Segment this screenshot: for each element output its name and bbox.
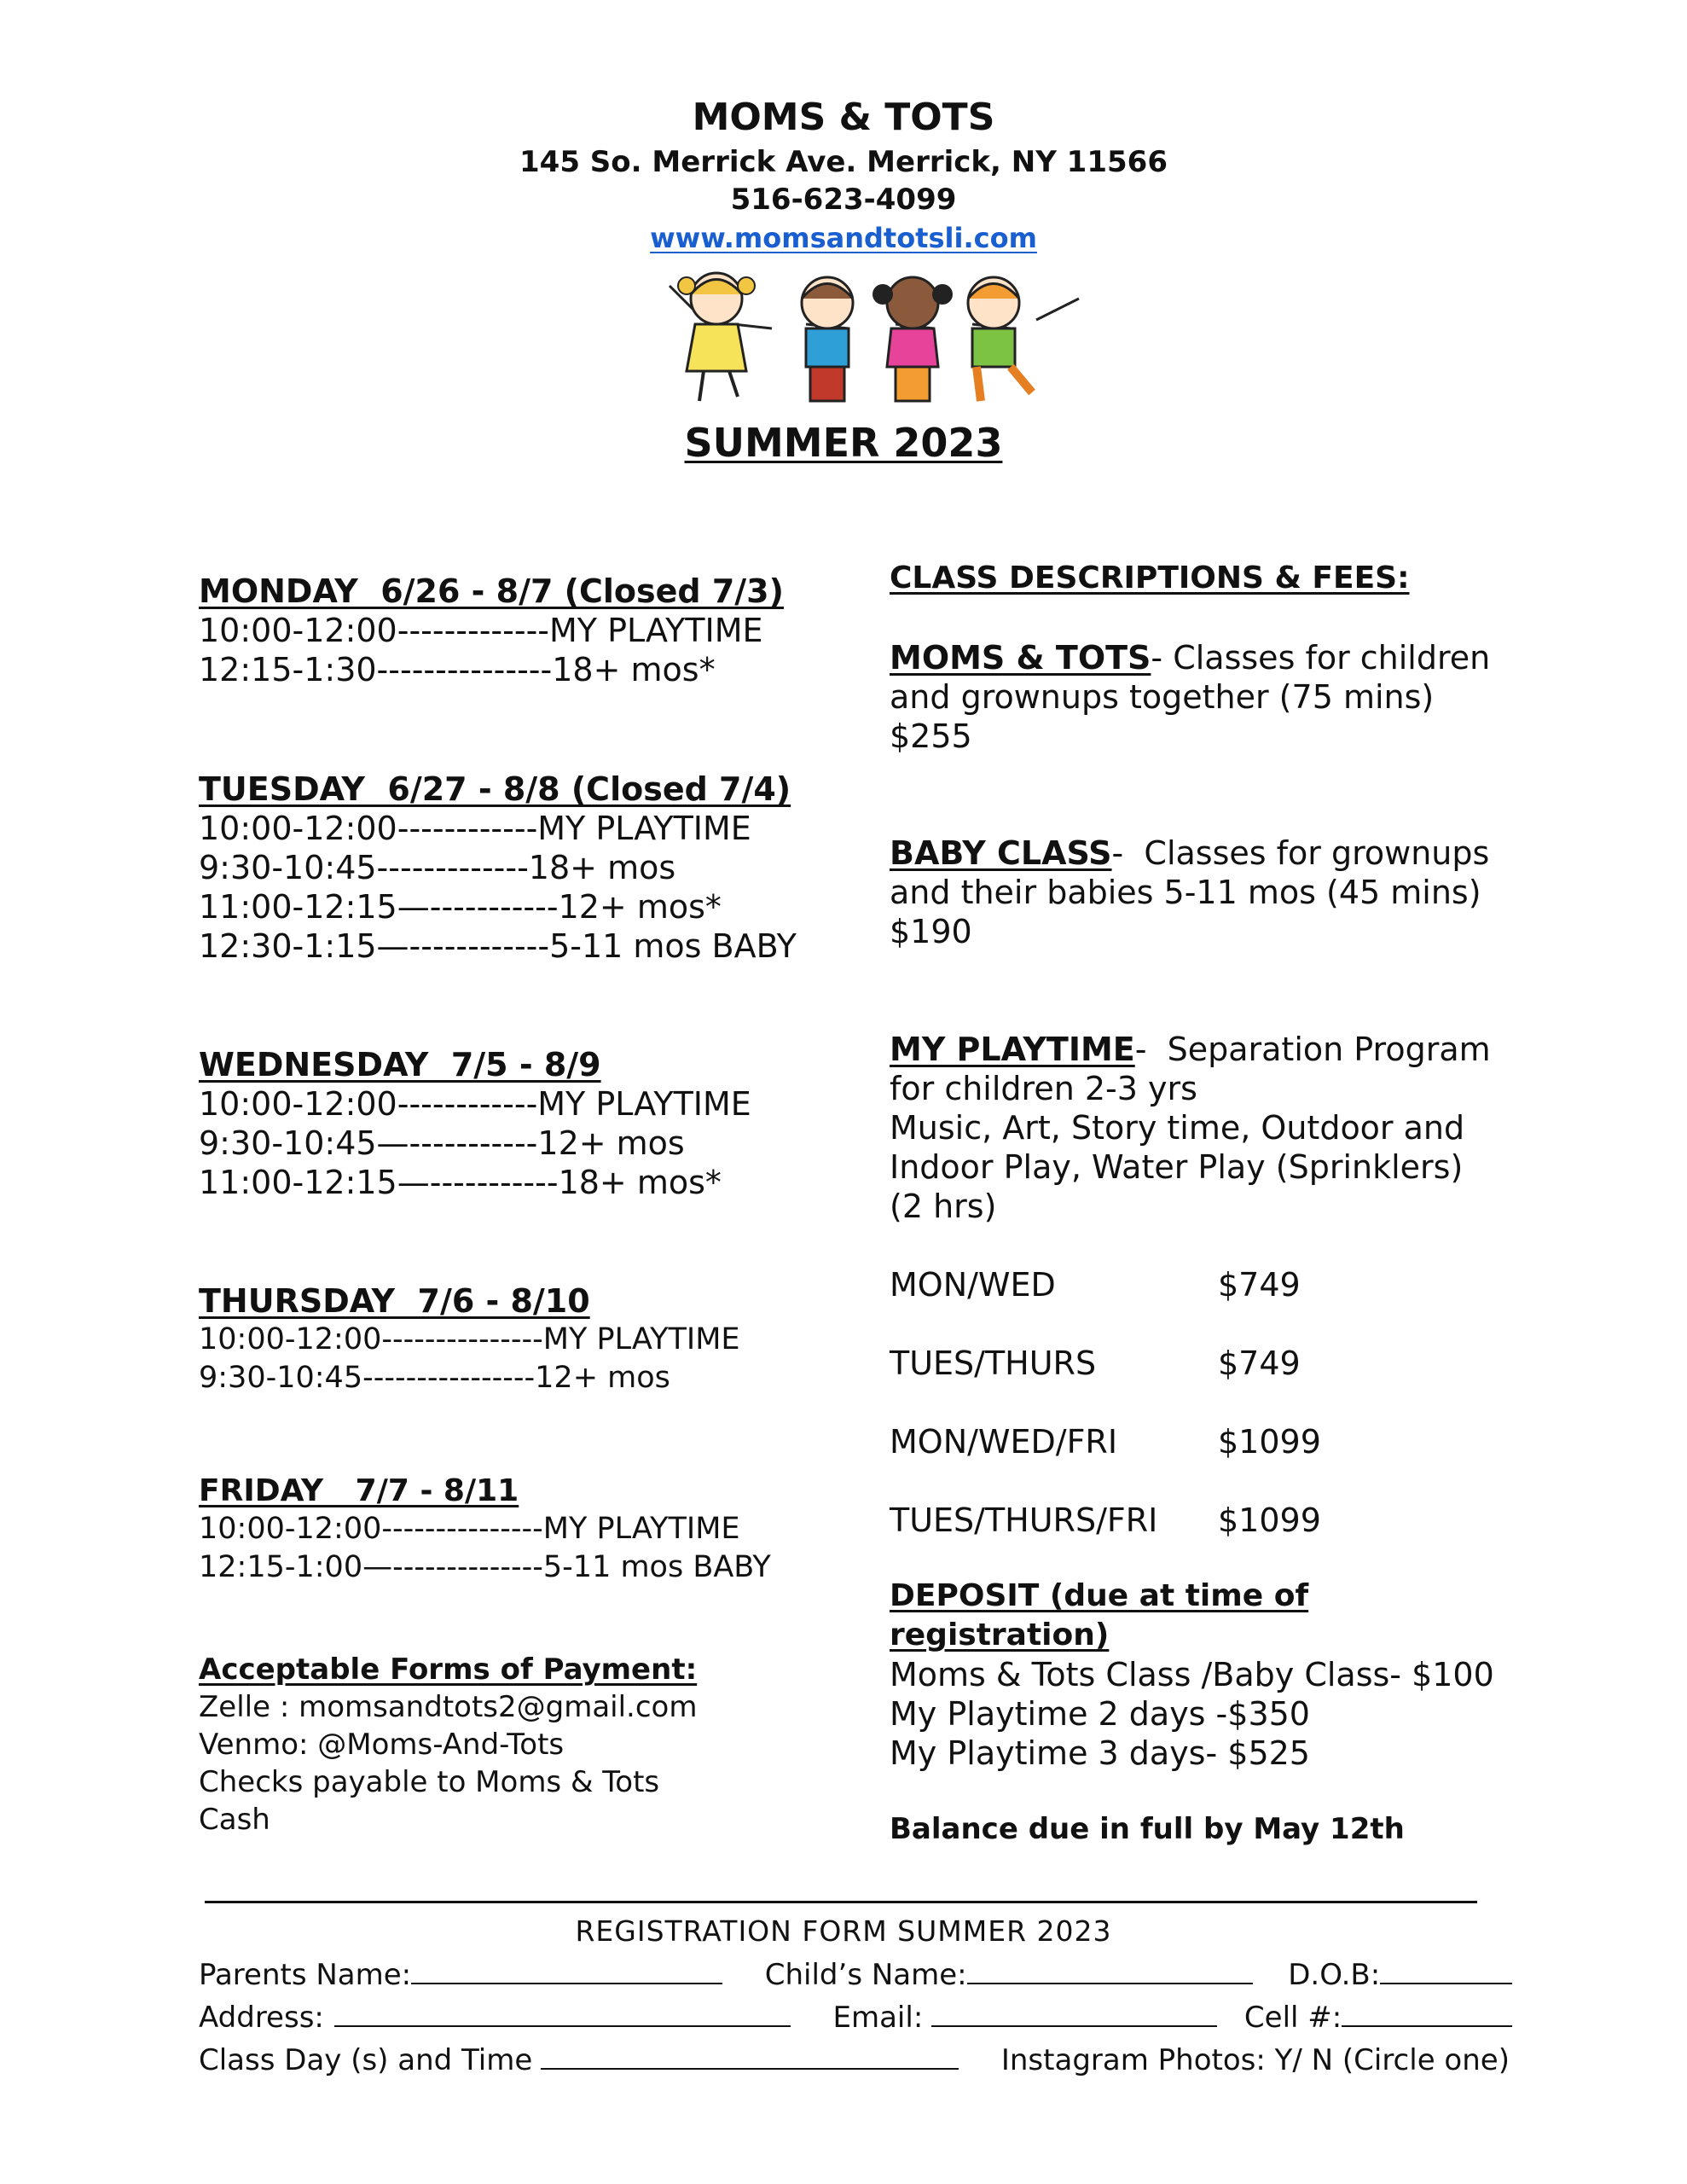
deposit-block	[890, 1577, 1538, 1773]
baby-class-fee: $190	[890, 913, 972, 950]
childs-name-label: Child’s Name:	[764, 1958, 967, 1992]
cell-field[interactable]	[1342, 2000, 1512, 2027]
description-line: and their babies 5-11 mos (45 mins)	[890, 874, 1481, 911]
friday-heading: FRIDAY 7/7 - 8/11	[199, 1473, 519, 1508]
moms-tots-name: MOMS & TOTS	[890, 639, 1151, 677]
price-value: $749	[1218, 1266, 1301, 1304]
payment-line: Checks payable to Moms & Tots	[199, 1765, 660, 1799]
schedule-line: 10:00-12:00-------------MY PLAYTIME	[199, 612, 763, 649]
description-line: and grownups together (75 mins)	[890, 678, 1435, 716]
schedule-line: 9:30-10:45—-----------12+ mos	[199, 1124, 685, 1162]
form-row-1	[199, 1956, 1495, 1994]
deposit-line: My Playtime 2 days -$350	[890, 1695, 1310, 1733]
deposit-line: My Playtime 3 days- $525	[890, 1734, 1310, 1772]
wednesday-heading: WEDNESDAY 7/5 - 8/9	[199, 1046, 601, 1083]
schedule-line: 10:00-12:00---------------MY PLAYTIME	[199, 1322, 740, 1356]
description-line: for children 2-3 yrs	[890, 1070, 1197, 1107]
price-value: $1099	[1218, 1423, 1321, 1461]
form-row-3	[199, 2042, 1510, 2079]
website-link[interactable]: www.momsandtotsli.com	[650, 222, 1037, 254]
tuesday-block	[199, 770, 847, 966]
payment-block	[199, 1651, 847, 1838]
form-title: REGISTRATION FORM SUMMER 2023	[575, 1914, 1112, 1948]
wednesday-block	[199, 1045, 847, 1202]
address-field[interactable]	[334, 2000, 791, 2027]
baby-class-text: - Classes for grownups	[1111, 834, 1490, 872]
price-label: MON/WED/FRI	[890, 1423, 1118, 1461]
payment-line: Zelle : momsandtots2@gmail.com	[199, 1690, 698, 1724]
price-row	[890, 1344, 1538, 1383]
schedule-line: 12:15-1:00—--------------5-11 mos BABY	[199, 1550, 771, 1584]
baby-class-description	[890, 834, 1538, 951]
season-title: SUMMER 2023	[684, 420, 1003, 466]
childs-name-field[interactable]	[967, 1957, 1253, 1984]
balance-note: Balance due in full by May 12th	[890, 1812, 1405, 1846]
schedule-line: 11:00-12:15—-----------18+ mos*	[199, 1164, 722, 1201]
price-row	[890, 1422, 1538, 1461]
price-value: $1099	[1218, 1502, 1321, 1539]
schedule-line: 9:30-10:45----------------12+ mos	[199, 1361, 670, 1395]
address: 145 So. Merrick Ave. Merrick, NY 11566	[519, 145, 1168, 179]
payment-line: Venmo: @Moms-And-Tots	[199, 1728, 565, 1762]
friday-block	[199, 1472, 847, 1587]
monday-block	[199, 572, 847, 689]
price-row	[890, 1265, 1538, 1304]
boy-green-icon	[968, 277, 1032, 401]
parents-name-field[interactable]	[411, 1957, 722, 1984]
description-line: Music, Art, Story time, Outdoor and	[890, 1109, 1465, 1147]
form-row-2	[199, 1999, 1495, 2036]
my-playtime-name: MY PLAYTIME	[890, 1031, 1135, 1068]
page-title: MOMS & TOTS	[692, 96, 995, 139]
kids-illustration	[652, 264, 1113, 410]
schedule-line: 12:15-1:30---------------18+ mos*	[199, 651, 716, 688]
schedule-line: 12:30-1:15—------------5-11 mos BABY	[199, 927, 797, 965]
moms-tots-description	[890, 638, 1538, 756]
descriptions-heading: CLASS DESCRIPTIONS & FEES:	[890, 561, 1410, 595]
cell-label: Cell #:	[1244, 2001, 1342, 2035]
price-label: MON/WED	[890, 1266, 1056, 1304]
address-label: Address:	[199, 2001, 324, 2035]
parents-name-label: Parents Name:	[199, 1958, 412, 1992]
price-row	[890, 1501, 1538, 1540]
dob-label: D.O.B:	[1288, 1958, 1381, 1992]
description-line: Indoor Play, Water Play (Sprinklers)	[890, 1148, 1464, 1186]
deposit-line: Moms & Tots Class /Baby Class- $100	[890, 1656, 1494, 1693]
email-field[interactable]	[931, 2000, 1217, 2027]
instagram-photos-option[interactable]: Instagram Photos: Y/ N (Circle one)	[1000, 2043, 1510, 2077]
schedule-line: 10:00-12:00------------MY PLAYTIME	[199, 1085, 751, 1123]
schedule-line: 11:00-12:15—-----------12+ mos*	[199, 888, 722, 926]
schedule-line: 9:30-10:45-------------18+ mos	[199, 849, 676, 886]
email-label: Email:	[832, 2001, 924, 2035]
schedule-line: 10:00-12:00------------MY PLAYTIME	[199, 810, 751, 847]
deposit-heading-cont: registration)	[890, 1618, 1110, 1653]
tuesday-heading: TUESDAY 6/27 - 8/8 (Closed 7/4)	[199, 770, 791, 808]
payment-line: Cash	[199, 1803, 270, 1837]
monday-heading: MONDAY 6/26 - 8/7 (Closed 7/3)	[199, 572, 784, 610]
price-value: $749	[1218, 1345, 1301, 1382]
description-line: (2 hrs)	[890, 1188, 997, 1225]
baby-class-name: BABY CLASS	[890, 834, 1112, 872]
thursday-block	[199, 1282, 847, 1397]
schedule-line: 10:00-12:00---------------MY PLAYTIME	[199, 1512, 740, 1546]
my-playtime-text: - Separation Program	[1134, 1031, 1491, 1068]
girl-pink-icon	[872, 277, 953, 401]
class-day-field[interactable]	[541, 2042, 959, 2070]
girl-yellow-icon	[678, 273, 755, 401]
dob-field[interactable]	[1380, 1957, 1512, 1984]
class-day-label: Class Day (s) and Time	[199, 2043, 533, 2077]
payment-heading: Acceptable Forms of Payment:	[199, 1653, 698, 1687]
divider	[205, 1901, 1477, 1903]
moms-tots-text: - Classes for children	[1151, 639, 1491, 677]
phone: 516-623-4099	[730, 183, 957, 217]
boy-blue-icon	[802, 277, 853, 401]
price-label: TUES/THURS/FRI	[890, 1502, 1158, 1539]
moms-tots-fee: $255	[890, 717, 972, 755]
my-playtime-description	[890, 1030, 1538, 1226]
price-label: TUES/THURS	[890, 1345, 1097, 1382]
deposit-heading: DEPOSIT (due at time of	[890, 1578, 1309, 1613]
price-list	[890, 1265, 1538, 1540]
thursday-heading: THURSDAY 7/6 - 8/10	[199, 1282, 590, 1320]
